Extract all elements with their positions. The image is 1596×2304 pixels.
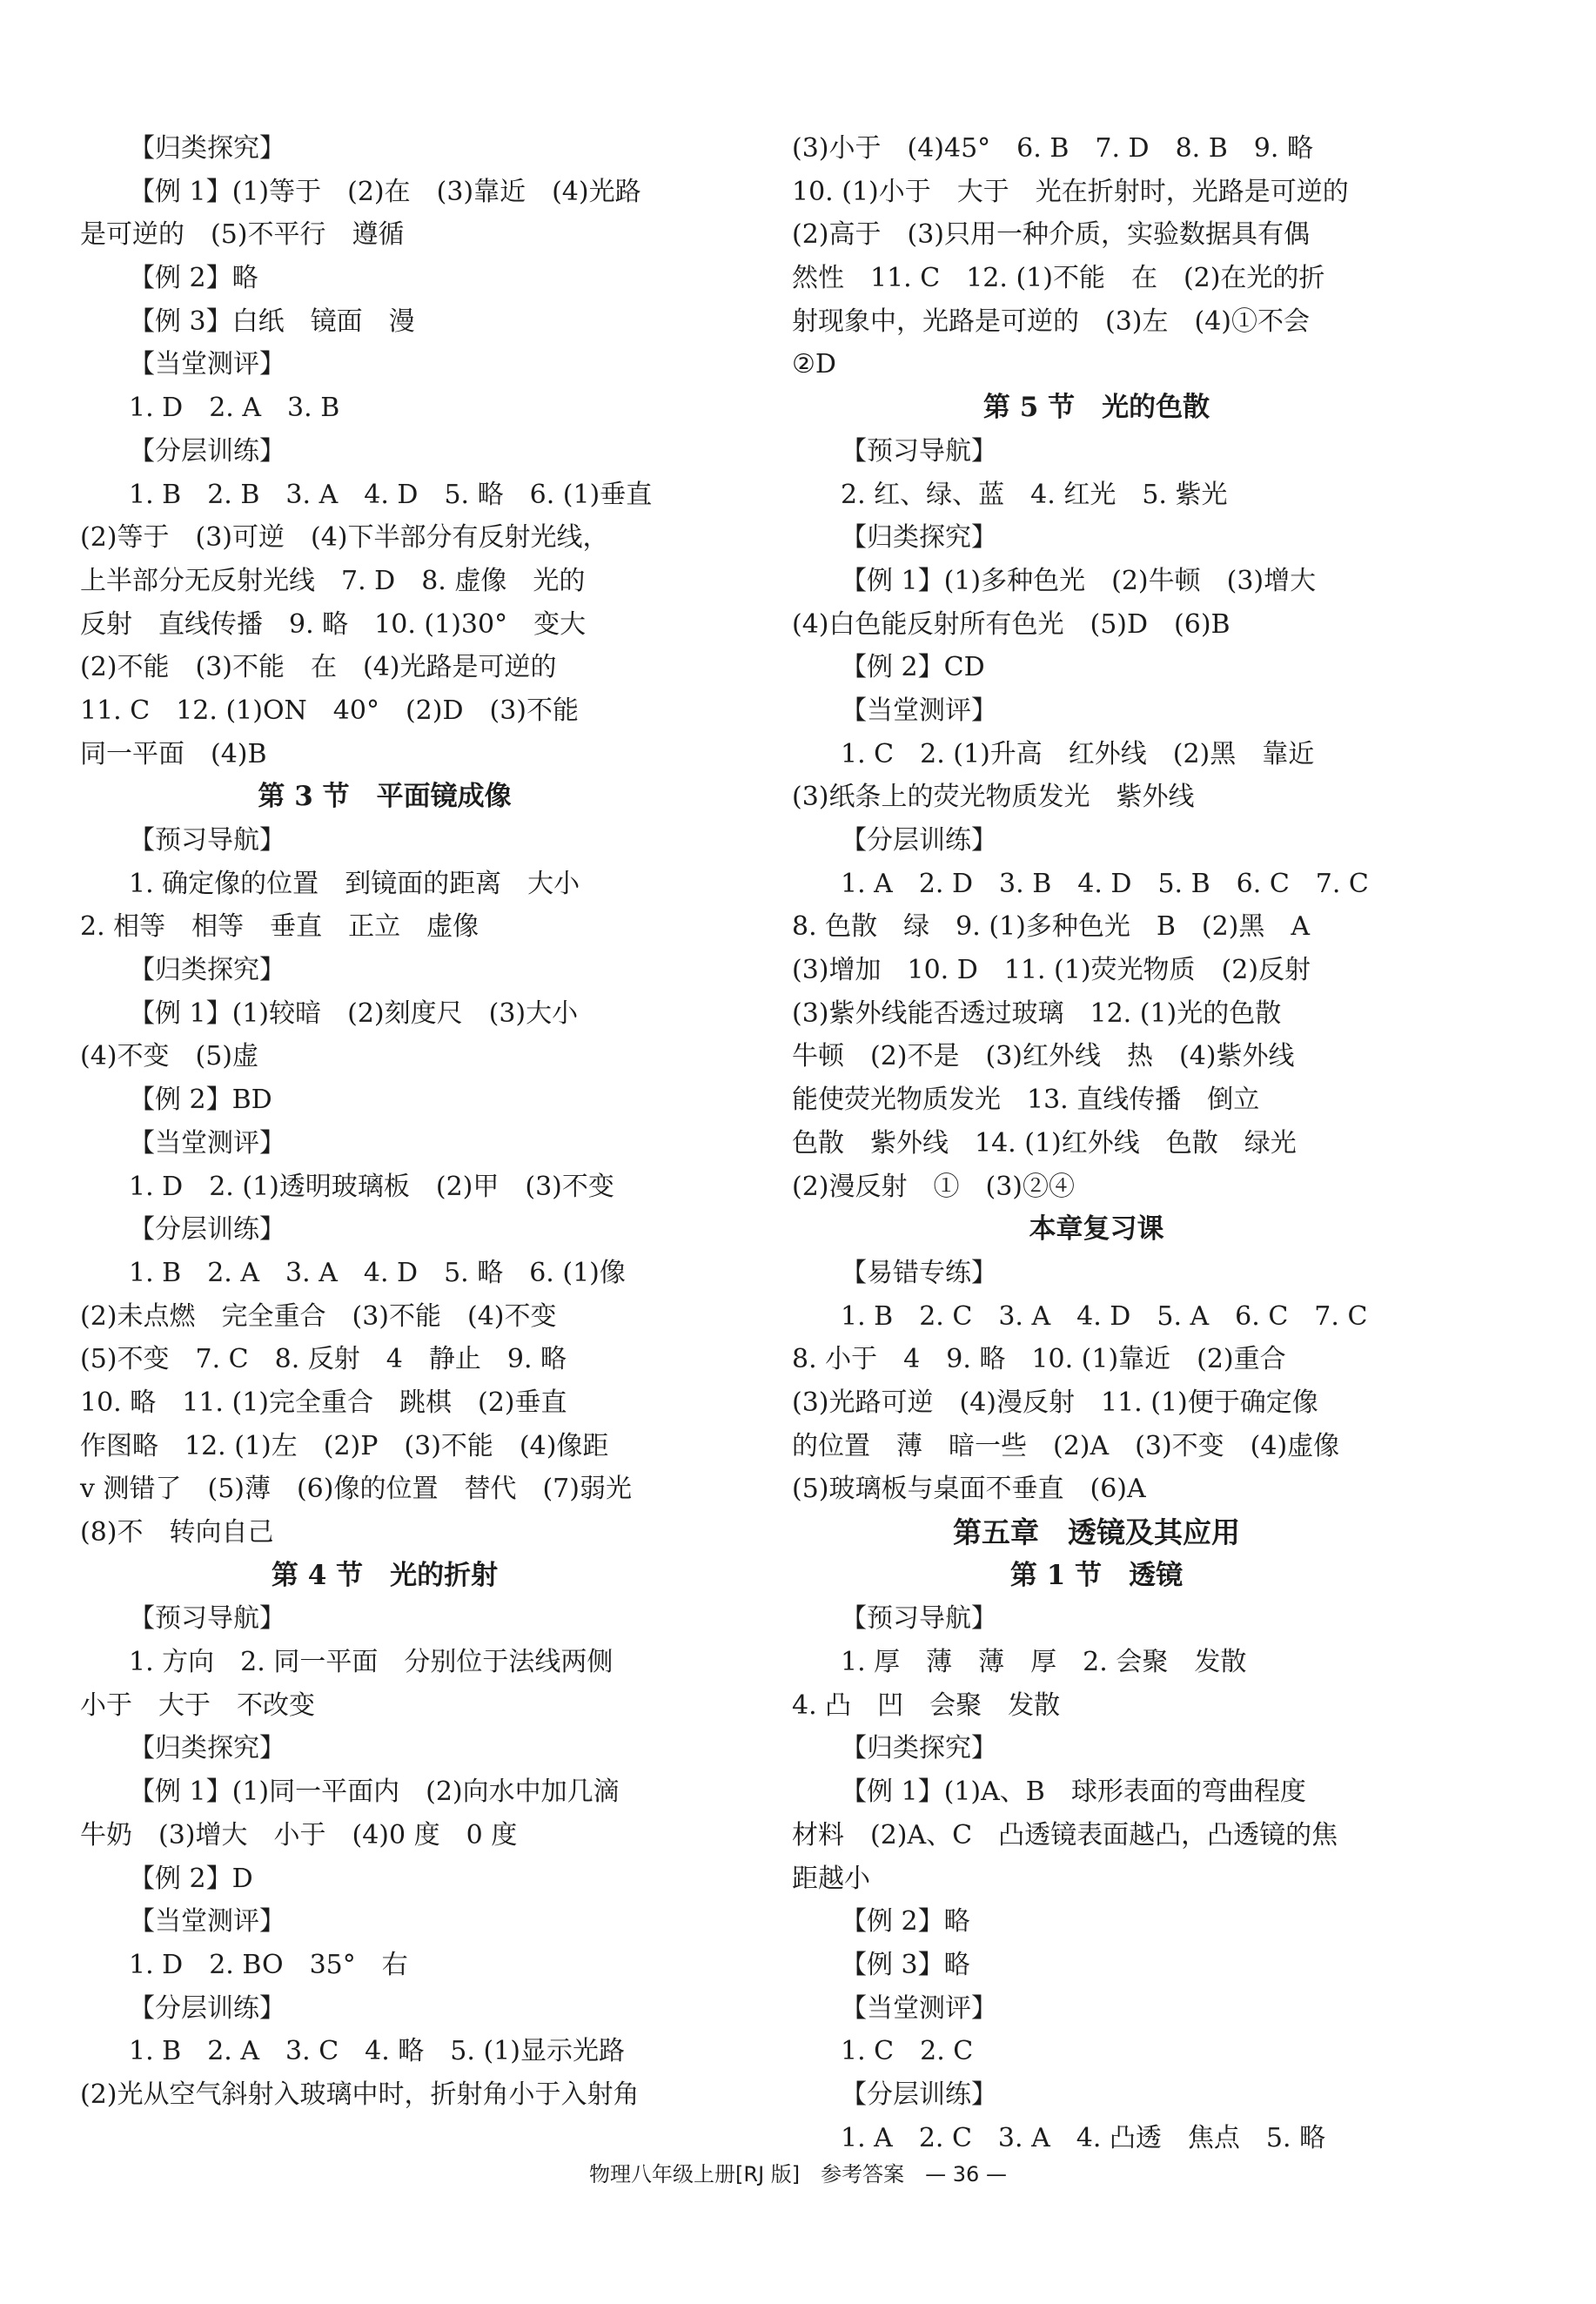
answer-line: 【预习导航】 xyxy=(129,825,285,856)
answer-line: 作图略 12. (1)左 (2)P (3)不能 (4)像距 xyxy=(80,1430,609,1461)
answer-line: 【例 3】白纸 镜面 漫 xyxy=(129,306,415,337)
answer-line: 距越小 xyxy=(792,1863,870,1894)
page-footer: 物理八年级上册[RJ 版] 参考答案 — 36 — xyxy=(589,2162,1007,2186)
answer-line: 【预习导航】 xyxy=(841,1603,997,1635)
answer-line: 牛顿 (2)不是 (3)红外线 热 (4)紫外线 xyxy=(792,1041,1295,1072)
answer-line: (2)未点燃 完全重合 (3)不能 (4)不变 xyxy=(80,1300,557,1332)
answer-line: 1. B 2. C 3. A 4. D 5. A 6. C 7. C xyxy=(841,1300,1368,1332)
answer-line: 【分层训练】 xyxy=(841,2079,997,2110)
answer-line: 反射 直线传播 9. 略 10. (1)30° 变大 xyxy=(80,608,587,640)
answer-line: 材料 (2)A、C 凸透镜表面越凸，凸透镜的焦 xyxy=(792,1819,1338,1851)
answer-line: 10. (1)小于 大于 光在折射时，光路是可逆的 xyxy=(792,176,1349,207)
answer-line: 【例 2】略 xyxy=(129,263,258,294)
answer-line: 2. 红、绿、蓝 4. 红光 5. 紫光 xyxy=(841,479,1228,510)
answer-line: 8. 小于 4 9. 略 10. (1)靠近 (2)重合 xyxy=(792,1344,1286,1375)
answer-line: 【分层训练】 xyxy=(841,825,997,856)
answer-line: 【分层训练】 xyxy=(129,1992,285,2024)
answer-line: 【当堂测评】 xyxy=(841,695,997,726)
answer-line: 【分层训练】 xyxy=(129,435,285,467)
answer-line: (2)不能 (3)不能 在 (4)光路是可逆的 xyxy=(80,652,557,683)
answer-line: 10. 略 11. (1)完全重合 跳棋 (2)垂直 xyxy=(80,1387,567,1418)
answer-line: 【例 1】(1)同一平面内 (2)向水中加几滴 xyxy=(129,1777,620,1808)
answer-line: 【例 1】(1)多种色光 (2)牛顿 (3)增大 xyxy=(841,565,1317,596)
answer-line: (4)不变 (5)虚 xyxy=(80,1041,258,1072)
answer-line: (5)玻璃板与桌面不垂直 (6)A xyxy=(792,1474,1146,1505)
answer-line: 【归类探究】 xyxy=(129,1733,285,1764)
answer-line: ②D xyxy=(792,349,836,380)
answer-line: 1. C 2. C xyxy=(841,2036,974,2067)
section-heading: 第 5 节 光的色散 xyxy=(982,392,1210,424)
answer-line: (3)纸条上的荧光物质发光 紫外线 xyxy=(792,782,1195,813)
answer-line: 1. C 2. (1)升高 红外线 (2)黑 靠近 xyxy=(841,738,1315,769)
answer-line: 11. C 12. (1)ON 40° (2)D (3)不能 xyxy=(80,695,580,726)
answer-line: 【当堂测评】 xyxy=(129,1906,285,1938)
answer-line: 1. B 2. A 3. A 4. D 5. 略 6. (1)像 xyxy=(129,1257,626,1288)
answer-line: 4. 凸 凹 会聚 发散 xyxy=(792,1689,1061,1721)
answer-line: 射现象中，光路是可逆的 (3)左 (4)①不会 xyxy=(792,306,1310,337)
section-heading: 第 4 节 光的折射 xyxy=(271,1559,499,1591)
answer-line: 1. B 2. B 3. A 4. D 5. 略 6. (1)垂直 xyxy=(129,479,653,510)
answer-line: 8. 色散 绿 9. (1)多种色光 B (2)黑 A xyxy=(792,911,1311,943)
answer-line: 【例 1】(1)A、B 球形表面的弯曲程度 xyxy=(841,1777,1306,1808)
answer-line: 【例 2】BD xyxy=(129,1085,272,1116)
answer-line: 1. D 2. BO 35° 右 xyxy=(129,1949,408,1980)
section-heading: 第 1 节 透镜 xyxy=(1009,1559,1184,1591)
section-heading: 本章复习课 xyxy=(1029,1213,1164,1246)
answer-line: 【当堂测评】 xyxy=(129,1127,285,1159)
answer-line: 【例 1】(1)等于 (2)在 (3)靠近 (4)光路 xyxy=(129,176,641,207)
answer-line: 【例 2】略 xyxy=(841,1906,970,1938)
section-heading: 第 3 节 平面镜成像 xyxy=(258,781,512,813)
answer-line: 【例 3】略 xyxy=(841,1949,970,1980)
answer-line: (8)不 转向自己 xyxy=(80,1517,274,1548)
answer-line: 2. 相等 相等 垂直 正立 虚像 xyxy=(80,911,479,943)
answer-line: v 测错了 (5)薄 (6)像的位置 替代 (7)弱光 xyxy=(80,1474,632,1505)
answer-line: (3)小于 (4)45° 6. B 7. D 8. B 9. 略 xyxy=(792,133,1313,164)
answer-line: (3)增加 10. D 11. (1)荧光物质 (2)反射 xyxy=(792,955,1311,986)
answer-line: 然性 11. C 12. (1)不能 在 (2)在光的折 xyxy=(792,263,1325,294)
answer-line: 【分层训练】 xyxy=(129,1214,285,1246)
left-column xyxy=(80,127,689,2117)
answer-line: 【预习导航】 xyxy=(841,435,997,467)
answer-line: 色散 紫外线 14. (1)红外线 色散 绿光 xyxy=(792,1127,1297,1159)
answer-line: 牛奶 (3)增大 小于 (4)0 度 0 度 xyxy=(80,1819,518,1851)
answer-line: (2)高于 (3)只用一种介质，实验数据具有偶 xyxy=(792,219,1310,251)
answer-line: 的位置 薄 暗一些 (2)A (3)不变 (4)虚像 xyxy=(792,1430,1340,1461)
answer-line: (5)不变 7. C 8. 反射 4 静止 9. 略 xyxy=(80,1344,567,1375)
answer-line: 同一平面 (4)B xyxy=(80,738,267,769)
answer-line: (2)漫反射 ① (3)②④ xyxy=(792,1171,1075,1202)
answer-line: 1. 确定像的位置 到镜面的距离 大小 xyxy=(129,868,580,899)
answer-line: 小于 大于 不改变 xyxy=(80,1689,315,1721)
answer-line: (4)白色能反射所有色光 (5)D (6)B xyxy=(792,608,1231,640)
section-heading: 第五章 透镜及其应用 xyxy=(953,1515,1240,1549)
answer-line: 【易错专练】 xyxy=(841,1257,997,1288)
answer-line: 【归类探究】 xyxy=(129,133,285,164)
answer-line: 上半部分无反射光线 7. D 8. 虚像 光的 xyxy=(80,565,586,596)
answer-line: 【例 2】CD xyxy=(841,652,985,683)
answer-line: (3)光路可逆 (4)漫反射 11. (1)便于确定像 xyxy=(792,1387,1318,1418)
answer-line: 【当堂测评】 xyxy=(841,1992,997,2024)
answer-line: 【例 1】(1)较暗 (2)刻度尺 (3)大小 xyxy=(129,998,579,1029)
answer-line: 【预习导航】 xyxy=(129,1603,285,1635)
answer-line: 1. A 2. D 3. B 4. D 5. B 6. C 7. C xyxy=(841,868,1369,899)
answer-line: 1. A 2. C 3. A 4. 凸透 焦点 5. 略 xyxy=(841,2122,1326,2153)
answer-line: (3)紫外线能否透过玻璃 12. (1)光的色散 xyxy=(792,998,1282,1029)
answer-line: (2)等于 (3)可逆 (4)下半部分有反射光线， xyxy=(80,522,609,554)
answer-line: 是可逆的 (5)不平行 遵循 xyxy=(80,219,405,251)
answer-line: 【归类探究】 xyxy=(841,522,997,554)
answer-line: 1. D 2. A 3. B xyxy=(129,393,340,424)
answer-line: 【当堂测评】 xyxy=(129,349,285,380)
answer-line: 【例 2】D xyxy=(129,1863,253,1894)
answer-line: 能使荧光物质发光 13. 直线传播 倒立 xyxy=(792,1085,1260,1116)
answer-line: (2)光从空气斜射入玻璃中时，折射角小于入射角 xyxy=(80,2079,640,2110)
answer-line: 1. B 2. A 3. C 4. 略 5. (1)显示光路 xyxy=(129,2036,625,2067)
answer-line: 【归类探究】 xyxy=(841,1733,997,1764)
answer-line: 1. 方向 2. 同一平面 分别位于法线两侧 xyxy=(129,1647,614,1678)
answer-line: 【归类探究】 xyxy=(129,955,285,986)
answer-line: 1. D 2. (1)透明玻璃板 (2)甲 (3)不变 xyxy=(129,1171,614,1202)
answer-line: 1. 厚 薄 薄 厚 2. 会聚 发散 xyxy=(841,1647,1247,1678)
right-column xyxy=(792,127,1401,2160)
